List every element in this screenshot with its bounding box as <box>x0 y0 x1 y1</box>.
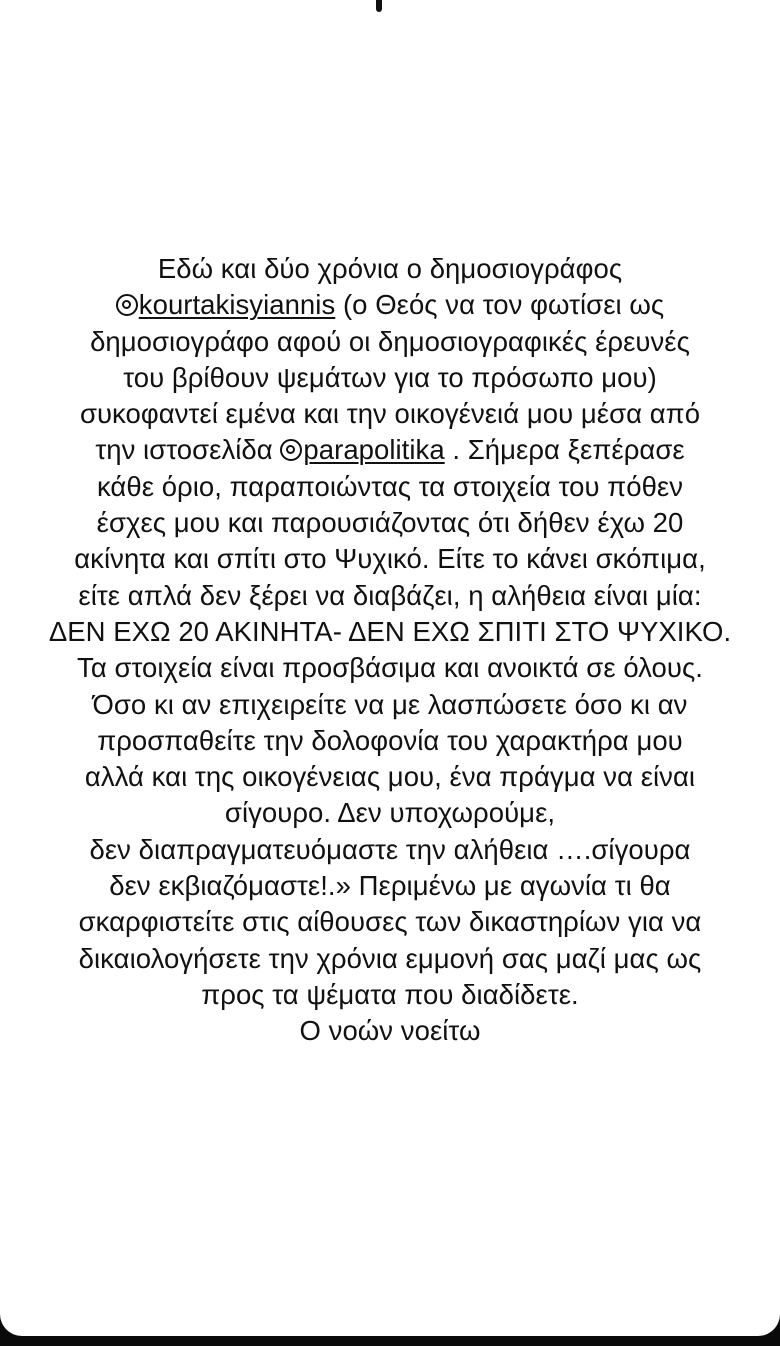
top-indicator <box>376 0 382 12</box>
text-line: δεν εκβιαζόμαστε!.» Περιμένω με αγωνία τι θα <box>109 870 671 902</box>
mention-kourtakisyiannis[interactable] <box>116 289 335 320</box>
text-segment: (ο Θεός να τον φωτίσει ως <box>342 289 665 321</box>
text-line: είτε απλά δεν ξέρει να διαβάζει, η αλήθεια είναι μία: <box>78 579 702 611</box>
text-line: έσχες μου και παρουσιάζοντας ότι δήθεν έχω 20 <box>96 507 684 539</box>
threads-at-icon <box>116 294 138 316</box>
text-line: σίγουρο. Δεν υποχωρούμε, <box>224 797 556 829</box>
text-line: δεν διαπραγματευόμαστε την αλήθεια ….σίγουρα <box>89 833 691 865</box>
text-line: προς τα ψέματα που διαδίδετε. <box>201 978 579 1010</box>
text-line: κάθε όριο, παραποιώντας τα στοιχεία του πόθεν <box>96 470 684 502</box>
story-text <box>20 251 760 1050</box>
text-line: δικαιολογήσετε την χρόνια εμμονή σας μαζί μας ως <box>78 942 702 974</box>
threads-at-icon <box>280 439 302 461</box>
text-line <box>20 287 760 323</box>
text-line: συκοφαντεί εμένα και την οικογένειά μου μέσα από <box>79 398 701 430</box>
text-line: του βρίθουν ψεμάτων για το πρόσωπο μου) <box>123 361 657 393</box>
text-line: Όσο κι αν επιχειρείτε να με λασπώσετε όσο κι αν <box>92 688 688 720</box>
text-line: Τα στοιχεία είναι προσβάσιμα και ανοικτά σε όλους. <box>77 652 703 684</box>
text-line: αλλά και της οικογένειας μου, ένα πράγμα να είναι <box>84 761 696 793</box>
mention-parapolitika[interactable] <box>280 434 444 465</box>
text-line: προσπαθείτε την δολοφονία του χαρακτήρα μου <box>97 724 683 756</box>
text-line: δημοσιογράφο αφού οι δημοσιογραφικές έρευνές <box>90 325 690 357</box>
text-line: Ο νοών νοείτω <box>299 1015 481 1047</box>
text-line: ΔΕΝ ΕΧΩ 20 ΑΚΙΝΗΤΑ- ΔΕΝ ΕΧΩ ΣΠΙΤΙ ΣΤΟ ΨΥΧΙΚΟ. <box>48 615 732 647</box>
text-line <box>20 432 760 468</box>
mention-label: kourtakisyiannis <box>138 289 336 321</box>
text-segment: την ιστοσελίδα <box>95 434 273 466</box>
text-line: σκαρφιστείτε στις αίθουσες των δικαστηρίων για να <box>78 906 702 938</box>
mention-label: parapolitika <box>303 434 445 466</box>
text-segment: . Σήμερα ξεπέρασε <box>452 434 685 466</box>
text-line: Εδώ και δύο χρόνια ο δημοσιογράφος <box>157 253 623 284</box>
text-line: ακίνητα και σπίτι στο Ψυχικό. Είτε το κάνει σκόπιμα, <box>74 543 706 575</box>
